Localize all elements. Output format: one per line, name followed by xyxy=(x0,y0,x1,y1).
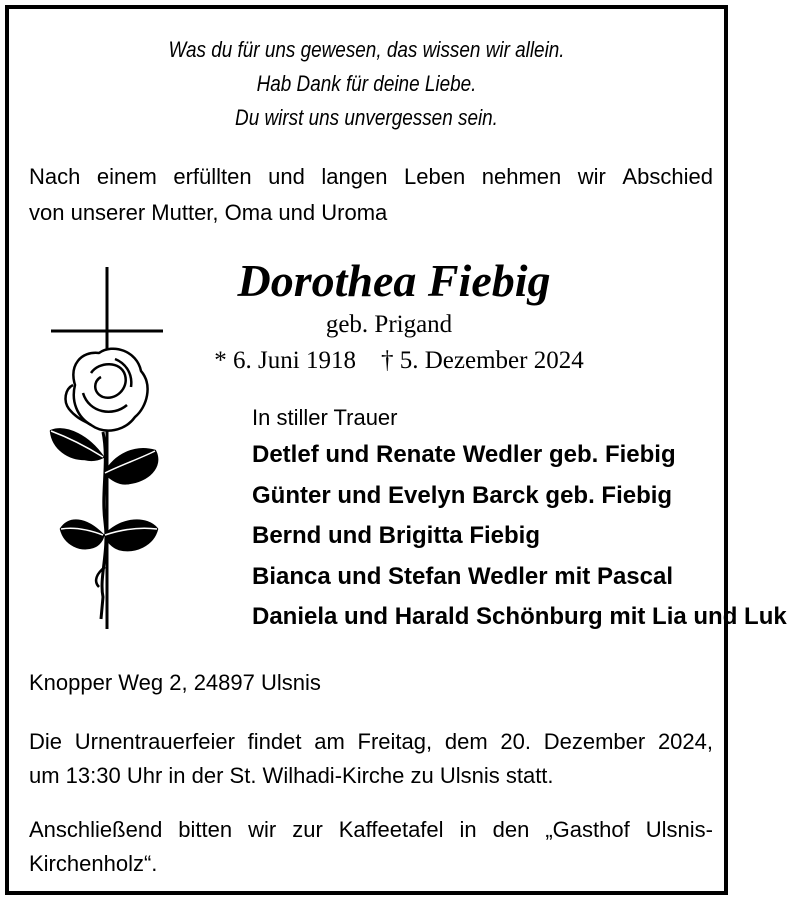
obituary-notice xyxy=(5,5,787,895)
word: Nach xyxy=(29,164,81,189)
coffee-info xyxy=(29,813,713,881)
mourner-entry: Günter und Evelyn Barck geb. Fiebig xyxy=(252,481,673,509)
maiden-name: geb. Prigand xyxy=(325,311,453,338)
word: den xyxy=(492,817,530,842)
word: dem xyxy=(444,729,488,754)
word: und xyxy=(268,164,305,189)
service-line xyxy=(29,725,713,759)
word: findet xyxy=(247,729,302,754)
farewell-text xyxy=(29,159,713,231)
word: wir xyxy=(577,164,606,189)
address: Knopper Weg 2, 24897 Ulsnis xyxy=(29,670,321,695)
word: am xyxy=(314,729,345,754)
word: zur xyxy=(292,817,323,842)
word: einem xyxy=(96,164,157,189)
poem-line: Du wirst uns unvergessen sein. xyxy=(235,105,498,130)
word: Freitag, xyxy=(357,729,433,754)
poem-line: Was du für uns gewesen, das wissen wir allein. xyxy=(168,37,565,62)
farewell-line xyxy=(29,159,713,195)
word: in xyxy=(459,817,477,842)
mourners-heading: In stiller Trauer xyxy=(252,405,398,430)
word: Kaffeetafel xyxy=(338,817,444,842)
birth-date: * 6. Juni 1918 xyxy=(214,347,356,374)
coffee-line: Kirchenholz“. xyxy=(29,851,158,876)
farewell-line: von unserer Mutter, Oma und Uroma xyxy=(29,200,388,225)
coffee-line xyxy=(29,813,713,847)
word: 2024, xyxy=(657,729,713,754)
mourner-entry: Bernd und Brigitta Fiebig xyxy=(252,522,540,550)
mourner-entry: Bianca und Stefan Wedler mit Pascal xyxy=(252,562,674,590)
word: Abschied xyxy=(622,164,713,189)
word: Die xyxy=(29,729,63,754)
mourners-list xyxy=(252,401,787,638)
life-dates xyxy=(169,345,629,377)
mourner-entry: Daniela und Harald Schönburg mit Lia und Luk xyxy=(252,603,787,631)
word: wir xyxy=(248,817,277,842)
word: erfüllten xyxy=(173,164,252,189)
word: „Gasthof xyxy=(545,817,630,842)
rose-icon xyxy=(51,349,157,619)
word: langen xyxy=(321,164,388,189)
word: 20. xyxy=(500,729,531,754)
word: Leben xyxy=(404,164,466,189)
word: nehmen xyxy=(481,164,562,189)
deceased-name: Dorothea Fiebig xyxy=(237,255,551,306)
service-info xyxy=(29,725,713,793)
memorial-poem xyxy=(59,33,674,135)
word: Urnentrauerfeier xyxy=(74,729,235,754)
cross-rose-illustration xyxy=(43,267,179,637)
word: Dezember xyxy=(543,729,646,754)
word: Anschließend xyxy=(29,817,163,842)
service-line: um 13:30 Uhr in der St. Wilhadi-Kirche zu Ulsnis statt. xyxy=(29,763,554,788)
word: bitten xyxy=(178,817,233,842)
death-date: † 5. Dezember 2024 xyxy=(380,347,584,374)
word: Ulsnis- xyxy=(645,817,713,842)
poem-line: Hab Dank für deine Liebe. xyxy=(256,71,477,96)
mourner-entry: Detlef und Renate Wedler geb. Fiebig xyxy=(252,441,676,468)
